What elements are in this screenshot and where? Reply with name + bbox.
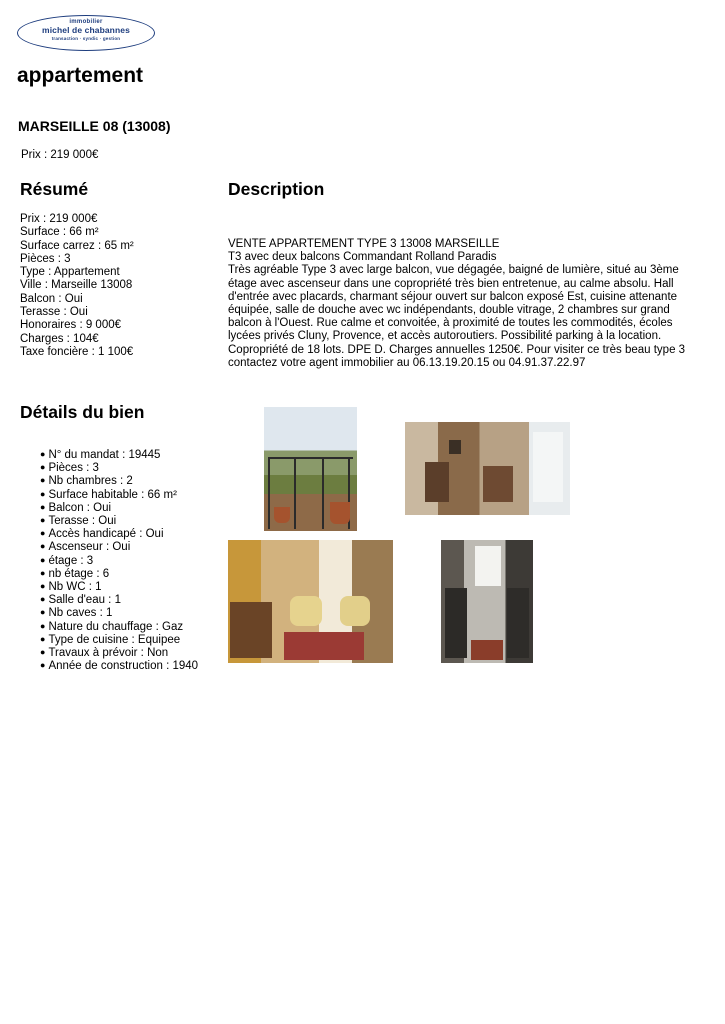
details-item: ● Pièces : 3 <box>40 462 198 475</box>
logo-tagline-bottom: transaction · syndic · gestion <box>51 36 121 41</box>
summary-item: Type : Appartement <box>20 266 120 279</box>
summary-item: Terasse : Oui <box>20 306 88 319</box>
logo-tagline-top: immobilier <box>69 19 103 25</box>
property-location: MARSEILLE 08 (13008) <box>18 118 171 134</box>
details-item: ● Travaux à prévoir : Non <box>40 647 198 660</box>
salon-photo[interactable] <box>228 540 393 663</box>
details-item: ● Accès handicapé : Oui <box>40 528 198 541</box>
balcony-photo[interactable] <box>264 407 357 531</box>
details-item: ● Nb caves : 1 <box>40 607 198 620</box>
details-item: ● Année de construction : 1940 <box>40 660 198 673</box>
details-item: ● Terasse : Oui <box>40 515 198 528</box>
details-item: ● N° du mandat : 19445 <box>40 449 198 462</box>
details-item: ● étage : 3 <box>40 555 198 568</box>
logo-agency-name: michel de chabannes <box>42 25 130 35</box>
details-item: ● Nb WC : 1 <box>40 581 198 594</box>
summary-heading: Résumé <box>20 179 89 199</box>
details-list <box>40 449 198 673</box>
details-item: ● Nature du chauffage : Gaz <box>40 621 198 634</box>
summary-item: Surface : 66 m² <box>20 226 99 239</box>
details-item: ● Type de cuisine : Equipee <box>40 634 198 647</box>
summary-list <box>20 213 134 359</box>
details-item: ● Salle d'eau : 1 <box>40 594 198 607</box>
details-item: ● nb étage : 6 <box>40 568 198 581</box>
summary-item: Prix : 219 000€ <box>20 213 98 225</box>
description-subtitle: T3 avec deux balcons Commandant Rolland Paradis <box>228 251 497 264</box>
summary-item: Balcon : Oui <box>20 292 83 305</box>
summary-item: Ville : Marseille 13008 <box>20 279 133 292</box>
summary-item: Taxe foncière : 1 100€ <box>20 345 134 358</box>
agency-logo <box>17 15 155 51</box>
property-type-title: appartement <box>17 64 144 87</box>
kitchen-photo[interactable] <box>441 540 533 663</box>
details-item: ● Nb chambres : 2 <box>40 475 198 488</box>
summary-item: Pièces : 3 <box>20 252 71 265</box>
description-heading: Description <box>228 179 325 199</box>
description-body: Très agréable Type 3 avec large balcon, vue dégagée, baigné de lumière, situé au 3ème étage avec ascenseur dans une copropriété très bien entretenue, au calme absolu. Hall d'entrée avec placards, charmant séjour ouvert sur balcon exposé Est, cuisine attenante équipée, salle de douche avec wc indépendants, double vitrage, 2 chambres sur grand balcon à l'Ouest. Rue calme et convoitée, à proximité de toutes les commodités, écoles lycées privés Cluny, Provence, et accès autoroutiers. Possibilité parking à la location. Copropriété de 18 lots. DPE D. Charges annuelles 1250€. Pour visiter ce très beau type 3 contactez votre agent immobilier au 06.13.19.20.15 ou 04.91.37.22.97 <box>228 264 686 369</box>
living-room-photo[interactable] <box>405 422 570 515</box>
details-heading: Détails du bien <box>20 402 145 422</box>
summary-item: Charges : 104€ <box>20 332 99 345</box>
description-block <box>228 238 706 370</box>
details-item: ● Surface habitable : 66 m² <box>40 489 198 502</box>
price-line: Prix : 219 000€ <box>21 149 99 161</box>
summary-item: Honoraires : 9 000€ <box>20 319 122 332</box>
details-item: ● Balcon : Oui <box>40 502 198 515</box>
description-title: VENTE APPARTEMENT TYPE 3 13008 MARSEILLE <box>228 238 500 250</box>
summary-item: Surface carrez : 65 m² <box>20 239 134 252</box>
details-item: ● Ascenseur : Oui <box>40 541 198 554</box>
